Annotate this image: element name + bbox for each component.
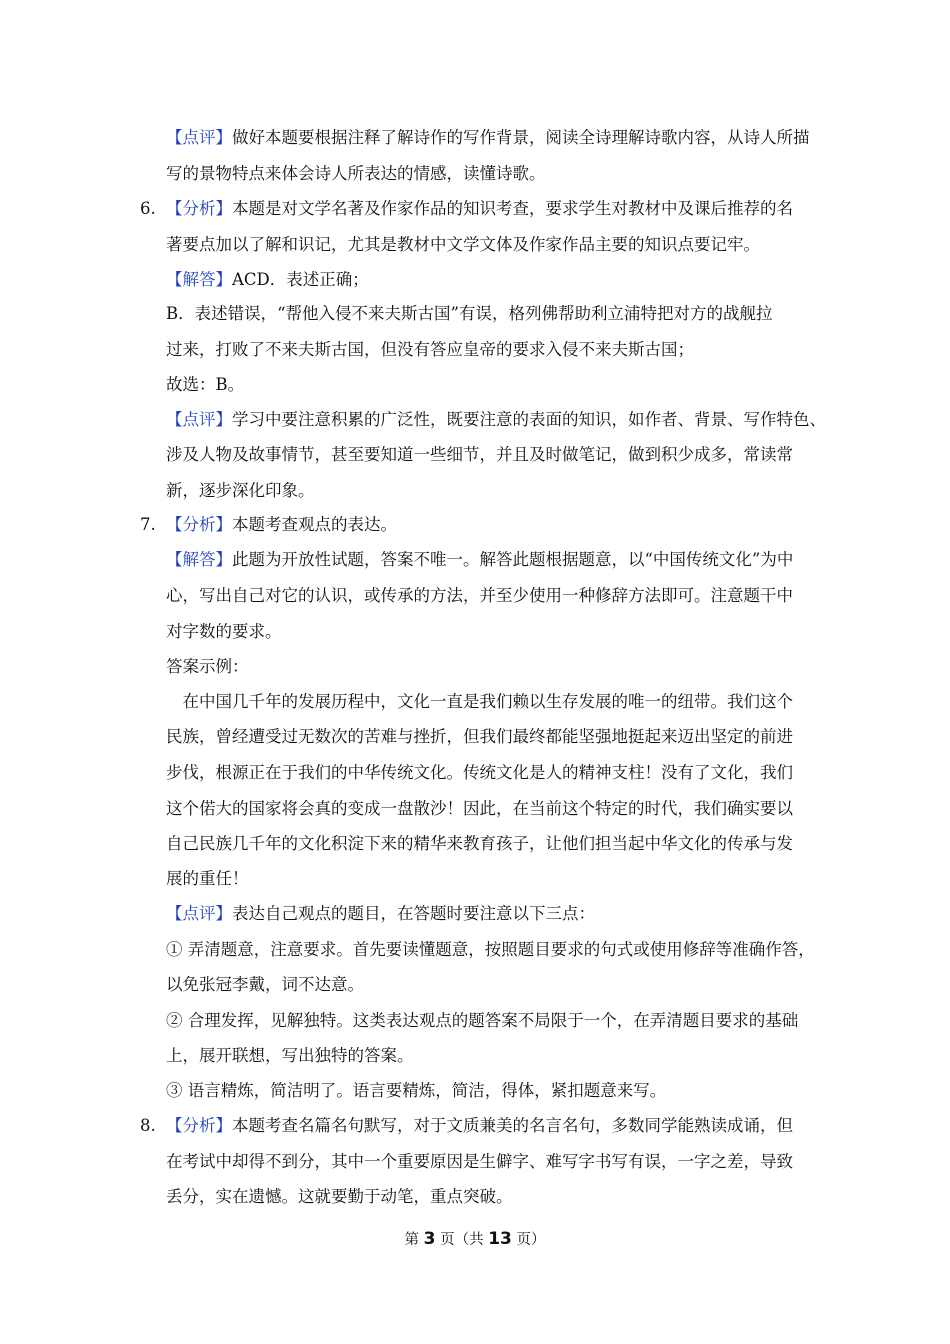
text-line: 答案示例： xyxy=(166,657,249,676)
section-tag: 【点评】 xyxy=(166,410,232,429)
text-line: 【分析】本题是对文学名著及作家作品的知识考查，要求学生对教材中及课后推荐的名 xyxy=(166,199,793,218)
text-line: 展的重任！ xyxy=(166,869,249,888)
text-line: 【点评】学习中要注意积累的广泛性，既要注意的表面的知识，如作者、背景、写作特色、 xyxy=(166,410,826,429)
section-tag: 【点评】 xyxy=(166,128,232,147)
text-line: 新，逐步深化印象。 xyxy=(166,481,315,500)
text-line: 自己民族几千年的文化积淀下来的精华来教育孩子，让他们担当起中华文化的传承与发 xyxy=(166,834,793,853)
total-pages-number: 13 xyxy=(488,1229,512,1249)
text-line: 丢分，实在遗憾。这就要勤于动笔，重点突破。 xyxy=(166,1187,513,1206)
text-line: 在中国几千年的发展历程中，文化一直是我们赖以生存发展的唯一的纽带。我们这个 xyxy=(166,692,793,711)
text-line: ③ 语言精炼，简洁明了。语言要精炼，简洁，得体，紧扣题意来写。 xyxy=(166,1081,667,1100)
section-tag: 【分析】 xyxy=(166,1116,232,1135)
text-line: 【点评】做好本题要根据注释了解诗作的写作背景，阅读全诗理解诗歌内容，从诗人所描 xyxy=(166,128,810,147)
text-line: 涉及人物及故事情节，甚至要知道一些细节，并且及时做笔记，做到积少成多，常读常 xyxy=(166,445,793,464)
text-line: 在考试中却得不到分，其中一个重要原因是生僻字、难写字书写有误，一字之差，导致 xyxy=(166,1152,793,1171)
page-footer: 第 3 页（共 13 页） xyxy=(404,1229,546,1249)
text-line: 过来，打败了不来夫斯古国，但没有答应皇帝的要求入侵不来夫斯古国； xyxy=(166,340,694,359)
text-line: 【解答】此题为开放性试题，答案不唯一。解答此题根据题意，以“中国传统文化”为中 xyxy=(166,550,794,569)
text-line: 上，展开联想，写出独特的答案。 xyxy=(166,1046,414,1065)
text-line: B．表述错误，“帮他入侵不来夫斯古国”有误，格列佛帮助利立浦特把对方的战舰拉 xyxy=(166,304,773,323)
text-line: ① 弄清题意，注意要求。首先要读懂题意，按照题目要求的句式或使用修辞等准确作答， xyxy=(166,940,815,959)
text-line: 故选：B。 xyxy=(166,375,245,394)
text-line: 写的景物特点来体会诗人所表达的情感，读懂诗歌。 xyxy=(166,164,546,183)
text-line: 这个偌大的国家将会真的变成一盘散沙！因此，在当前这个特定的时代，我们确实要以 xyxy=(166,799,793,818)
text-line: 心，写出自己对它的认识，或传承的方法，并至少使用一种修辞方法即可。注意题干中 xyxy=(166,586,793,605)
text-line: 【解答】ACD．表述正确； xyxy=(166,270,369,289)
section-tag: 【解答】 xyxy=(166,270,232,289)
text-line: 对字数的要求。 xyxy=(166,622,282,641)
text-line: 【点评】表达自己观点的题目，在答题时要注意以下三点： xyxy=(166,904,595,923)
current-page-number: 3 xyxy=(423,1229,436,1249)
text-line: ② 合理发挥，见解独特。这类表达观点的题答案不局限于一个，在弄清题目要求的基础 xyxy=(166,1011,799,1030)
section-tag: 【解答】 xyxy=(166,550,232,569)
question-number: 6. xyxy=(140,199,156,218)
text-line: 【分析】本题考查观点的表达。 xyxy=(166,515,397,534)
text-line: 【分析】本题考查名篇名句默写，对于文质兼美的名言名句，多数同学能熟读成诵，但 xyxy=(166,1116,793,1135)
text-line: 步伐，根源正在于我们的中华传统文化。传统文化是人的精神支柱！没有了文化，我们 xyxy=(166,763,793,782)
section-tag: 【点评】 xyxy=(166,904,232,923)
section-tag: 【分析】 xyxy=(166,515,232,534)
section-tag: 【分析】 xyxy=(166,199,232,218)
text-line: 以免张冠李戴，词不达意。 xyxy=(166,975,364,994)
text-line: 著要点加以了解和识记，尤其是教材中文学文体及作家作品主要的知识点要记牢。 xyxy=(166,235,760,254)
question-number: 8. xyxy=(140,1116,156,1135)
text-line: 民族，曾经遭受过无数次的苦难与挫折，但我们最终都能坚强地挺起来迈出坚定的前进 xyxy=(166,727,793,746)
question-number: 7. xyxy=(140,515,156,534)
